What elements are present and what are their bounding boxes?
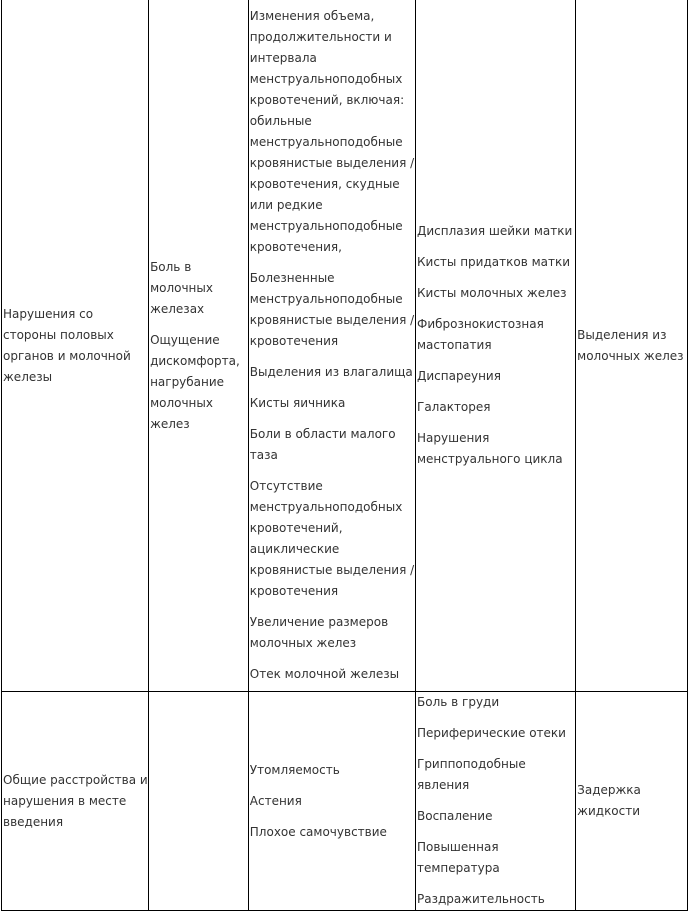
table-row-reproductive xyxy=(2,0,688,692)
list-item: Задержка жидкости xyxy=(577,783,641,818)
list-item: Изменения объема, продолжительности и интервала менструальноподобных кровотечений, включая: обильные менструальноподобные кровянистые выделения / кровотечения, скудные или редкие менструальноподобные кровотечения, xyxy=(249,9,415,254)
uncommon-cell xyxy=(416,692,576,911)
list-item: Периферические отеки xyxy=(417,726,566,740)
category-cell xyxy=(2,692,149,911)
table-row-general xyxy=(2,692,688,911)
rare-cell xyxy=(576,692,688,911)
category-label: Общие расстройства и нарушения в месте введения xyxy=(3,772,148,829)
list-item: Выделения из молочных желез xyxy=(577,327,684,363)
list-item: Боль в молочных железах xyxy=(150,259,213,316)
very-common-cell xyxy=(149,692,249,911)
list-item: Ощущение дискомфорта, нагрубание молочных желез xyxy=(150,332,240,431)
list-item: Болезненные менструальноподобные кровянистые выделения / кровотечения xyxy=(249,271,415,348)
list-item: Дисплазия шейки матки xyxy=(417,224,573,238)
list-item: Отсутствие менструальноподобных кровотечений, ациклические кровянистые выделения / кровотечения xyxy=(249,479,415,598)
list-item: Галакторея xyxy=(417,400,491,414)
list-item: Плохое самочувствие xyxy=(249,824,387,839)
rare-cell xyxy=(576,0,688,692)
list-item: Утомляемость xyxy=(249,762,340,777)
list-item: Увеличение размеров молочных желез xyxy=(249,615,389,650)
list-item: Воспаление xyxy=(417,809,493,823)
list-item: Повышенная температура xyxy=(417,840,500,875)
list-item: Кисты придатков матки xyxy=(417,255,571,269)
adverse-reactions-table xyxy=(1,0,688,911)
common-cell xyxy=(248,0,415,692)
uncommon-cell xyxy=(416,0,576,692)
common-cell xyxy=(248,692,415,911)
list-item: Боли в области малого таза xyxy=(249,427,396,462)
list-item: Отек молочной железы xyxy=(249,667,400,681)
list-item: Выделения из влагалища xyxy=(249,365,413,379)
category-cell xyxy=(2,0,149,692)
list-item: Раздражительность xyxy=(417,892,545,906)
list-item: Фибрознокистозная мастопатия xyxy=(417,317,544,352)
category-label: Нарушения со стороны половых органов и молочной железы xyxy=(3,306,131,384)
list-item: Боль в груди xyxy=(417,695,500,709)
list-item: Кисты молочных желез xyxy=(417,286,567,300)
very-common-cell xyxy=(149,0,249,692)
list-item: Гриппоподобные явления xyxy=(417,757,526,792)
list-item: Кисты яичника xyxy=(249,396,346,410)
list-item: Диспареуния xyxy=(417,369,501,383)
list-item: Нарушения менструального цикла xyxy=(417,431,563,466)
list-item: Астения xyxy=(249,793,302,808)
